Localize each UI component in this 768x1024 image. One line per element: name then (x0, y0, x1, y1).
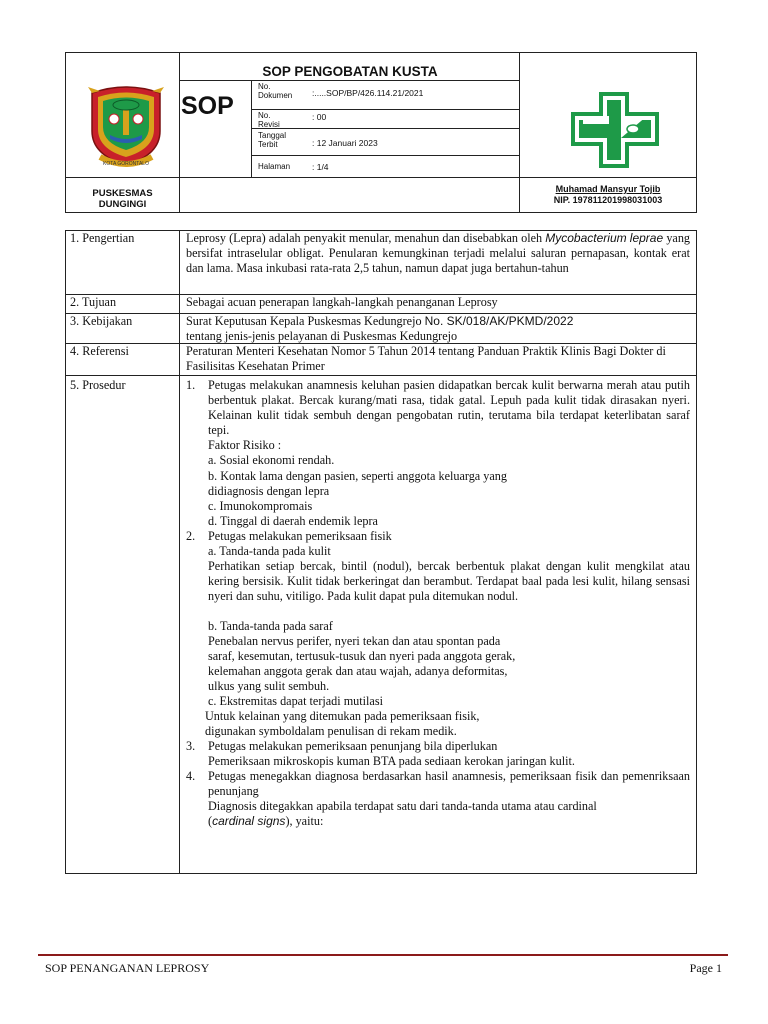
header-row-line (251, 128, 519, 129)
risk-factor-heading: Faktor Risiko : (208, 438, 282, 452)
step-2-text: Petugas melakukan pemeriksaan fisik (208, 529, 392, 543)
footer-rule (38, 954, 728, 956)
row-label-kebijakan: 3. Kebijakan (70, 314, 133, 328)
signature-block (520, 184, 696, 206)
nerve-signs-line: Penebalan nervus perifer, nyeri tekan dan atau spontan pada (208, 634, 501, 648)
row-label-tujuan: 2. Tujuan (70, 295, 117, 309)
nerve-signs-line: saraf, kesemutan, tertusuk-tusuk dan nyeri pada anggota gerak, (208, 649, 516, 663)
doc-no-label: No. Dokumen (258, 82, 293, 100)
list-item: b. Kontak lama dengan pasien, seperti anggota keluarga yang (208, 469, 507, 483)
step-number: 2. (186, 529, 196, 543)
doc-no-value: :.....SOP/BP/426.114.21/2021 (312, 88, 424, 98)
footer-page-number: Page 1 (689, 961, 722, 975)
header-row-line (179, 80, 519, 81)
svg-text:KOTA GORONTALO: KOTA GORONTALO (103, 161, 149, 167)
pengertian-text: Leprosy (Lepra) adalah penyakit menular, menahun dan disebabkan oleh Mycobacterium leprae yang bersifat intraselular obligat. Penularan kemungkinan terjadi melalui saluran pernapasan, kontak erat dan lama. Masa inkubasi rata-rata 2,5 tahun, namun dapat juga bertahun-tahun (186, 231, 691, 275)
physical-exam-note: Untuk kelainan yang ditemukan pada pemeriksaan fisik, (205, 709, 480, 723)
step-4-detail: (cardinal signs), yaitu: (208, 814, 324, 828)
signer-name: Muhamad Mansyur Tojib (555, 184, 661, 194)
list-item: a. Tanda-tanda pada kulit (208, 544, 331, 558)
nerve-signs-line: ulkus yang sulit sembuh. (208, 679, 330, 693)
page-label: Halaman (258, 162, 291, 171)
row-label-referensi: 4. Referensi (70, 344, 129, 358)
puskesmas-logo (569, 90, 661, 170)
issue-date-value: : 12 Januari 2023 (312, 138, 378, 148)
list-item: a. Sosial ekonomi rendah. (208, 453, 335, 467)
referensi-text: Peraturan Menteri Kesehatan Nomor 5 Tahun 2014 tentang Panduan Praktik Klinis Bagi Dokter di Fasilisitas Kesehatan Primer (186, 344, 666, 373)
step-4-detail: Diagnosis ditegakkan apabila terdapat satu dari tanda-tanda utama atau cardinal (208, 799, 597, 813)
list-item: didiagnosis dengan lepra (208, 484, 330, 498)
revision-value: : 00 (312, 112, 327, 122)
step-3-text: Petugas melakukan pemeriksaan penunjang bila diperlukan (208, 739, 498, 753)
list-item: c. Imunokompromais (208, 499, 313, 513)
sop-label: SOP (181, 92, 234, 120)
nerve-signs-line: kelemahan anggota gerak dan atau wajah, adanya deformitas, (208, 664, 508, 678)
list-item: d. Tinggal di daerah endemik lepra (208, 514, 378, 528)
page-value: : 1/4 (312, 162, 329, 172)
kebijakan-text: Surat Keputusan Kepala Puskesmas Kedungrejo No. SK/018/AK/PKMD/2022 tentang jenis-jenis pelayanan di Puskesmas Kedungrejo (186, 314, 574, 343)
skin-signs-text: Perhatikan setiap bercak, bintil (nodul), bercak berbentuk plakat dengan kulit mengkilat atau kering bersisik. Kulit tidak berkeringat dan berambut. Terdapat baal pada lesi kulit, hilang sensasi nyeri dan suhu, vitiligo. Pada kulit dapat pula ditemukan nodul. (208, 559, 690, 603)
header-row-line (251, 109, 519, 110)
document-title: SOP PENGOBATAN KUSTA (262, 64, 438, 79)
signer-nip: NIP. 197811201998031003 (553, 195, 663, 205)
header-row-line (251, 155, 519, 156)
list-item: b. Tanda-tanda pada saraf (208, 619, 333, 633)
row-label-prosedur: 5. Prosedur (70, 378, 126, 392)
table-column-divider (179, 230, 180, 874)
footer-document-name: SOP PENANGANAN LEPROSY (45, 961, 210, 975)
step-number: 3. (186, 739, 196, 753)
city-crest-logo (86, 79, 166, 169)
header-row-line (65, 177, 697, 178)
step-number: 4. (186, 769, 196, 783)
step-4-text: Petugas menegakkan diagnosa berdasarkan hasil anamnesis, pemeriksaan fisik dan pemenriksaan penunjang (208, 769, 690, 798)
step-3-detail: Pemeriksaan mikroskopis kuman BTA pada sediaan kerokan jaringan kulit. (208, 754, 575, 768)
step-number: 1. (186, 378, 196, 392)
list-item: c. Ekstremitas dapat terjadi mutilasi (208, 694, 383, 708)
step-1-text: Petugas melakukan anamnesis keluhan pasien didapatkan bercak kulit berwarna merah atau putih berbentuk plakat. Bercak kurang/mati rasa, tidak gatal. Lepuh pada kulit tidak dirasakan nyeri. Kelainan kulit tidak sembuh dengan pengobatan rutin, terutama bila terdapat keterlibatan saraf tepi. (208, 378, 690, 437)
tujuan-text: Sebagai acuan penerapan langkah-langkah penanganan Leprosy (186, 295, 498, 309)
organization-name: PUSKESMAS DUNGINGI (92, 188, 153, 210)
issue-date-label: Tanggal Terbit (258, 131, 287, 149)
table-row-line (65, 375, 697, 376)
row-label-pengertian: 1. Pengertian (70, 231, 135, 245)
physical-exam-note: digunakan symboldalam penulisan di rekam medik. (205, 724, 457, 738)
revision-label: No. Revisi (258, 111, 280, 129)
